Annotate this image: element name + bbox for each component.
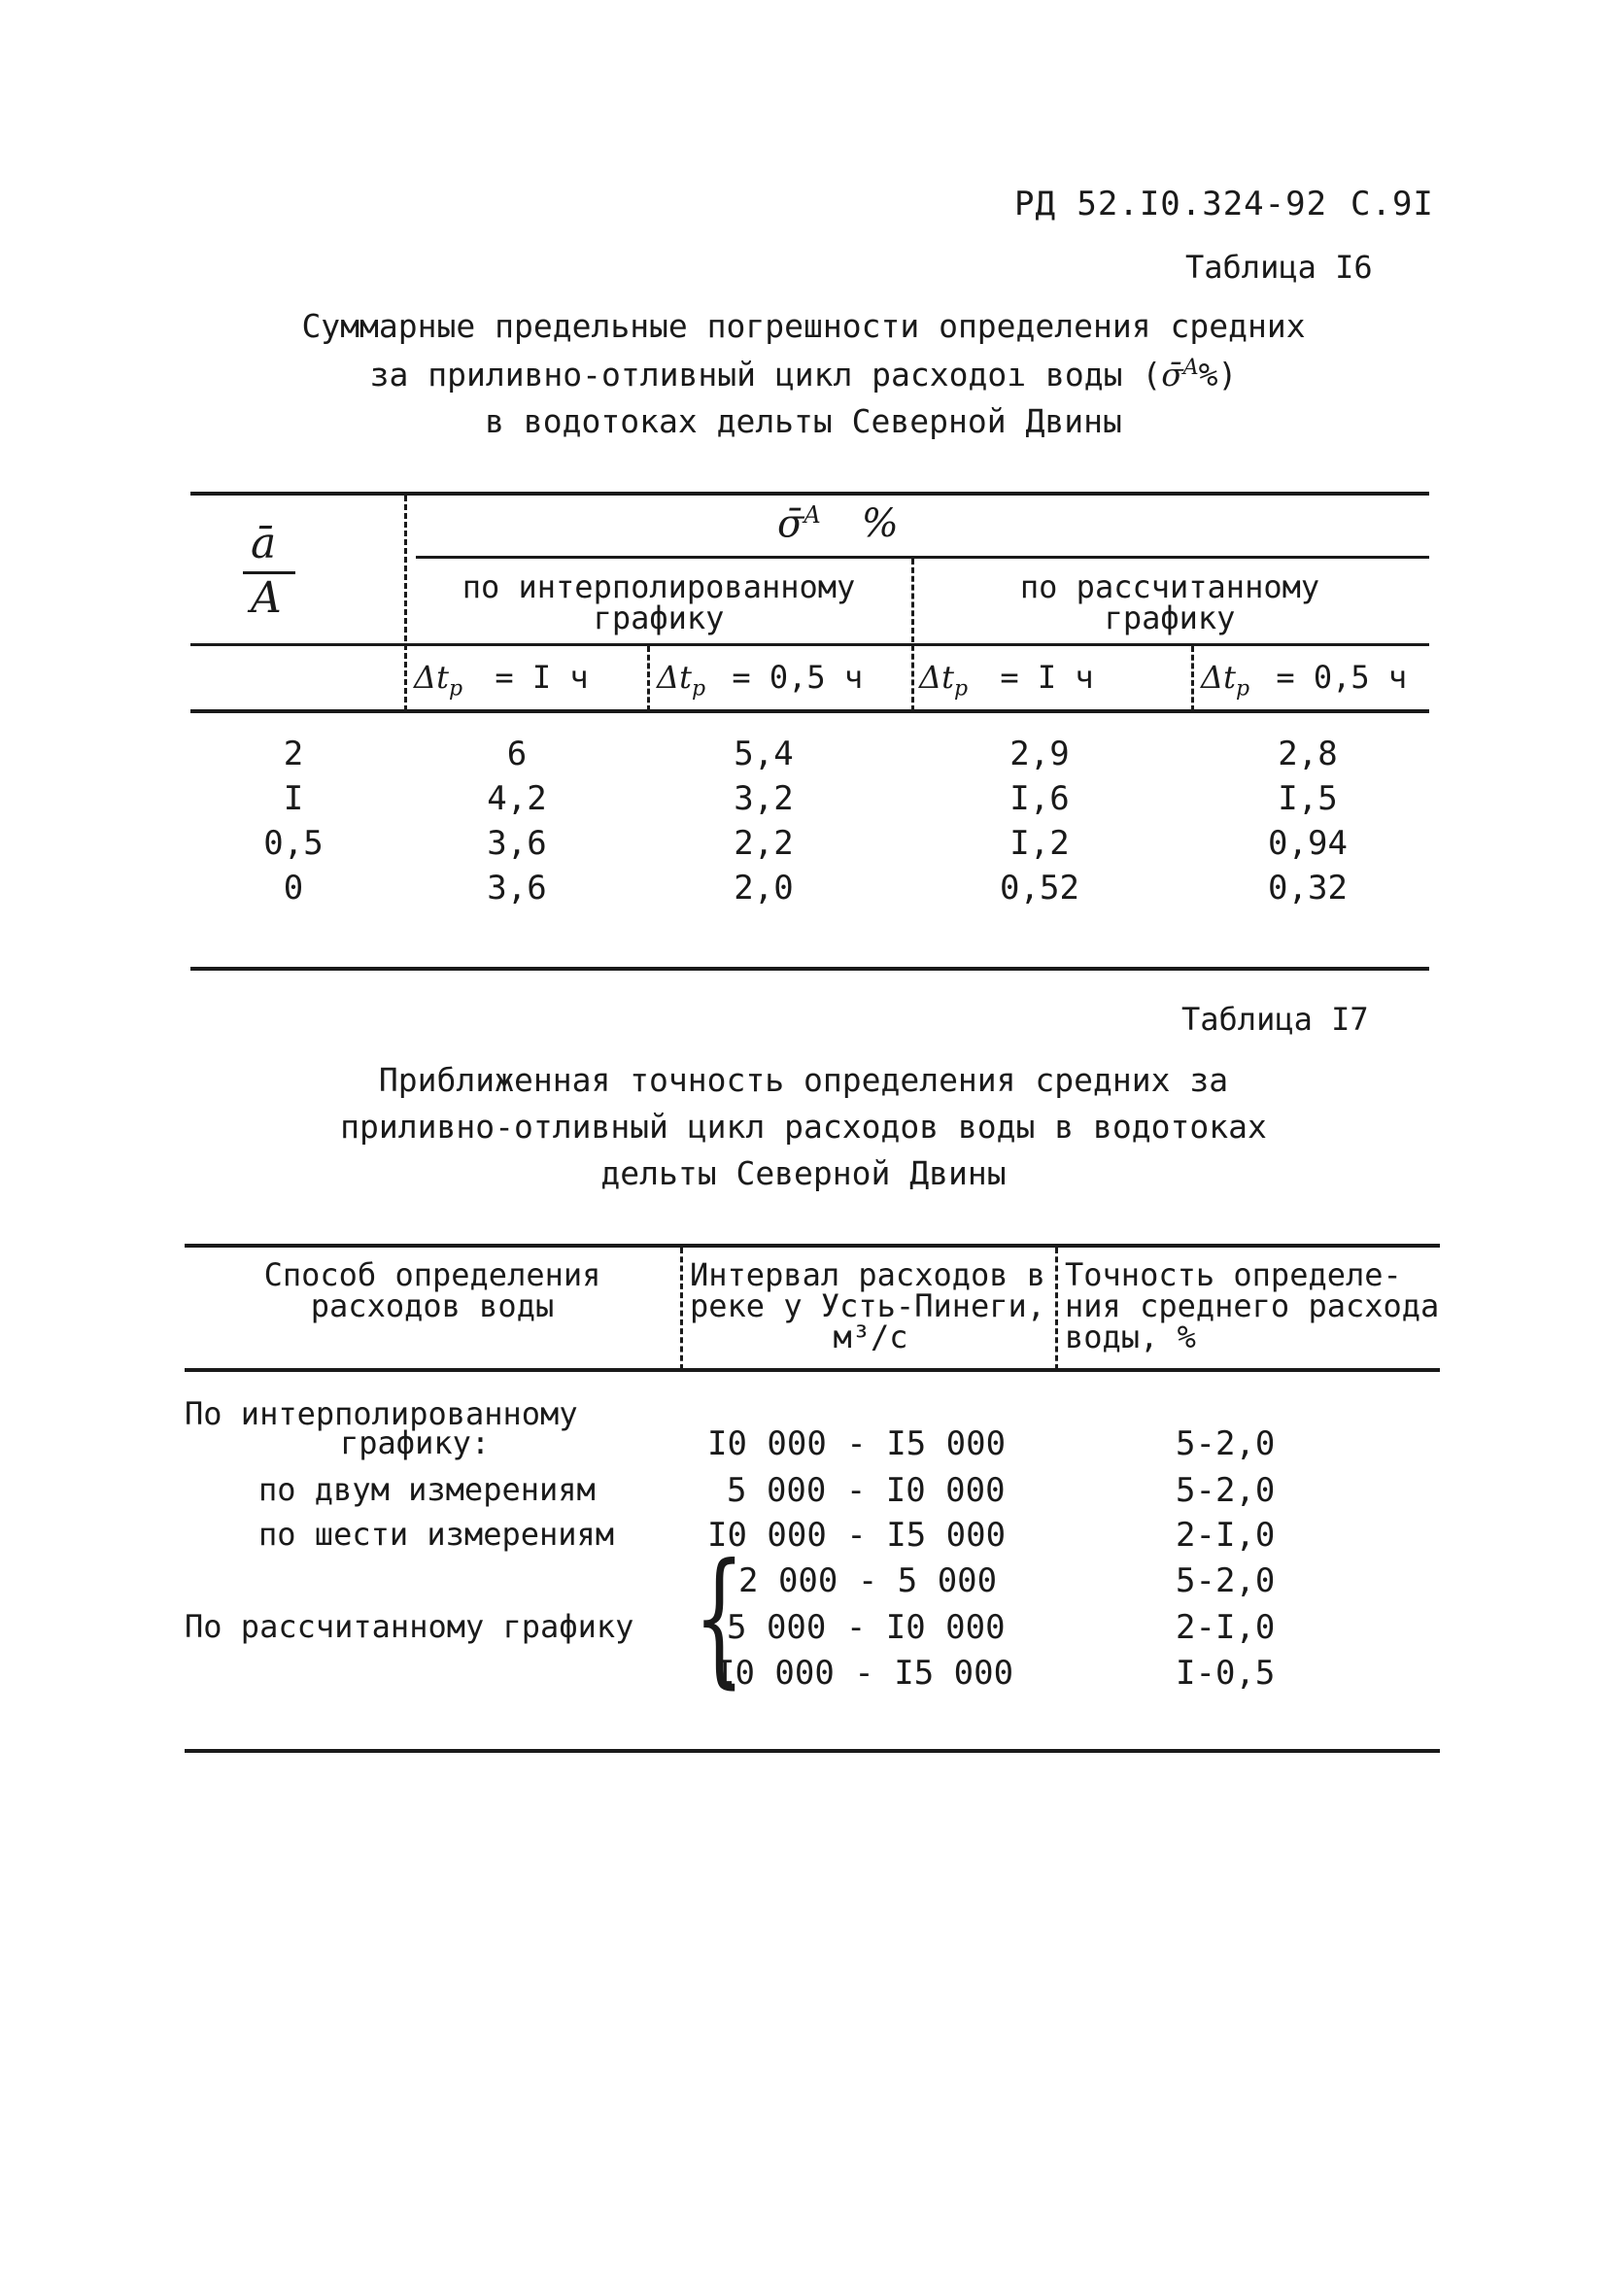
table17-title-line1: Приближенная точность определения средних за [378,1061,1229,1099]
dt-symbol: Δt [657,659,692,696]
table17-divider-1 [680,1248,683,1370]
interval-cell: I0 000 - I5 000 [707,1516,1007,1555]
table16-sub-2-value: = 0,5 ч [732,659,864,696]
table16-value-cell: I,6 [1009,779,1070,818]
col-interval-line1: Интервал расходов в [690,1256,1046,1293]
interval-cell: 5 000 - I0 000 [727,1608,1006,1647]
table16-sigma-symbol: σ̄ [777,501,804,547]
method-interpolated-line1: По интерполированному [185,1395,578,1432]
table16-group-interpolated [416,568,902,636]
table16-group-calculated [917,568,1422,636]
table16-bottom-rule [190,967,1429,971]
accuracy-cell: 5-2,0 [1176,1561,1276,1600]
table16-divider-4 [1191,646,1194,711]
dt-sub: p [448,676,463,702]
table16-group1-line2: графику [593,600,725,636]
table16-divider-2 [911,559,914,711]
table16-ratio-cell: I [283,779,304,818]
table16-value-cell: 2,9 [1009,735,1070,773]
table16-title-line3: в водотоках дельты Северной Двины [485,402,1122,440]
interval-cell: I0 000 - I5 000 [715,1654,1014,1693]
table16-value-cell: 2,0 [734,869,794,908]
table16-value-cell: I,5 [1278,779,1338,818]
table16-value-cell: 6 [506,735,528,773]
interval-cell: 5 000 - I0 000 [727,1471,1006,1510]
table17-title-line3: дельты Северной Двины [600,1154,1007,1192]
table16-caption: Таблица I6 [1185,249,1373,286]
table16-ratio-cell: 2 [283,735,304,773]
table16-group1-line1: по интерполированному [462,568,856,605]
table16-group2-line2: графику [1104,600,1236,636]
table16-sub-1 [414,659,589,701]
table17-col-interval [690,1256,1051,1355]
col-method-line1: Способ определения [263,1256,601,1293]
table16-value-cell: 0,32 [1268,869,1348,908]
document-code: РД 52.I0.324-92 [1014,185,1328,223]
table16-ratio-cell: 0 [283,869,304,908]
page-number: С.9I [1351,185,1434,223]
table17-title-line2: приливно-отливный цикл расходов воды в водотоках [340,1108,1267,1146]
accuracy-cell: 2-I,0 [1176,1608,1276,1647]
table16-title-sigma-sup: A [1182,356,1199,380]
table16-group2-line1: по рассчитанному [1019,568,1320,605]
table16-ratio-top: ā [251,519,277,568]
table16-sigma-sup: A [804,501,821,529]
table16-value-cell: 0,52 [1000,869,1079,908]
table17-divider-2 [1055,1248,1058,1370]
table16-value-cell: I,2 [1009,824,1070,863]
table16-sub-4-value: = 0,5 ч [1276,659,1408,696]
table16-header-bottom-rule [190,709,1429,713]
dt-sub: p [953,676,969,702]
table16-sub-2 [657,659,863,701]
table16-value-cell: 3,2 [734,779,794,818]
table17-caption: Таблица I7 [1181,1001,1369,1038]
grouping-brace: { [694,1533,745,1702]
table16-group-rule [416,556,1429,559]
dt-symbol: Δt [414,659,449,696]
method-calculated: По рассчитанному графику [185,1608,634,1645]
table16-subheader-rule [190,643,1429,646]
table16-value-cell: 4,2 [487,779,547,818]
table16-value-cell: 3,6 [487,824,547,863]
table16-title-percent: %) [1198,356,1238,394]
table16-sub-3 [919,659,1094,701]
col-interval-line2: реке у Усть-Пинеги, [690,1287,1046,1324]
method-two-measurements: по двум измерениям [258,1471,596,1508]
col-method-line2: расходов воды [310,1287,555,1324]
table17-col-accuracy [1065,1256,1440,1355]
accuracy-cell: I-0,5 [1176,1654,1276,1693]
interval-cell: I0 000 - I5 000 [707,1424,1007,1463]
interval-cell: 2 000 - 5 000 [738,1561,998,1600]
col-interval-line3: м³/с [833,1319,908,1355]
dt-symbol: Δt [1201,659,1236,696]
table16-value-cell: 0,94 [1268,824,1348,863]
table16-divider-3 [647,646,650,711]
table16-value-cell: 5,4 [734,735,794,773]
table16-value-cell: 2,2 [734,824,794,863]
accuracy-cell: 2-I,0 [1176,1516,1276,1555]
table17-col-method [194,1256,670,1324]
dt-symbol: Δt [919,659,954,696]
col-accuracy-line3: воды, % [1065,1319,1196,1355]
col-accuracy-line1: Точность определе- [1065,1256,1402,1293]
accuracy-cell: 5-2,0 [1176,1471,1276,1510]
accuracy-cell: 5-2,0 [1176,1424,1276,1463]
table16-percent: % [861,501,899,547]
table17-bottom-rule [185,1749,1440,1753]
table17-top-rule [185,1244,1440,1248]
col-accuracy-line2: ния среднего расхода [1065,1287,1440,1324]
table16-title-line2 [0,356,1607,394]
table16-ratio-bottom: A [251,573,282,623]
table16-value-cell: 2,8 [1278,735,1338,773]
method-interpolated-line2: графику: [340,1424,491,1461]
table16-divider-1 [404,496,407,711]
table17-header-rule [185,1368,1440,1372]
table16-title-line1: Суммарные предельные погрешности определения средних [301,307,1306,345]
dt-sub: p [1235,676,1250,702]
method-six-measurements: по шести измерениям [258,1516,615,1553]
table16-ratio-cell: 0,5 [263,824,324,863]
table16-title-line2-text: за приливно-отливный цикл расходоı воды ( [369,356,1162,394]
table16-sub-3-value: = I ч [1000,659,1094,696]
table16-sigma-header [777,501,899,546]
table16-title-sigma: σ̄ [1161,356,1183,394]
table16-sub-4 [1201,659,1407,701]
dt-sub: p [691,676,706,702]
table16-top-rule [190,492,1429,496]
table16-value-cell: 3,6 [487,869,547,908]
table16-sub-1-value: = I ч [495,659,589,696]
